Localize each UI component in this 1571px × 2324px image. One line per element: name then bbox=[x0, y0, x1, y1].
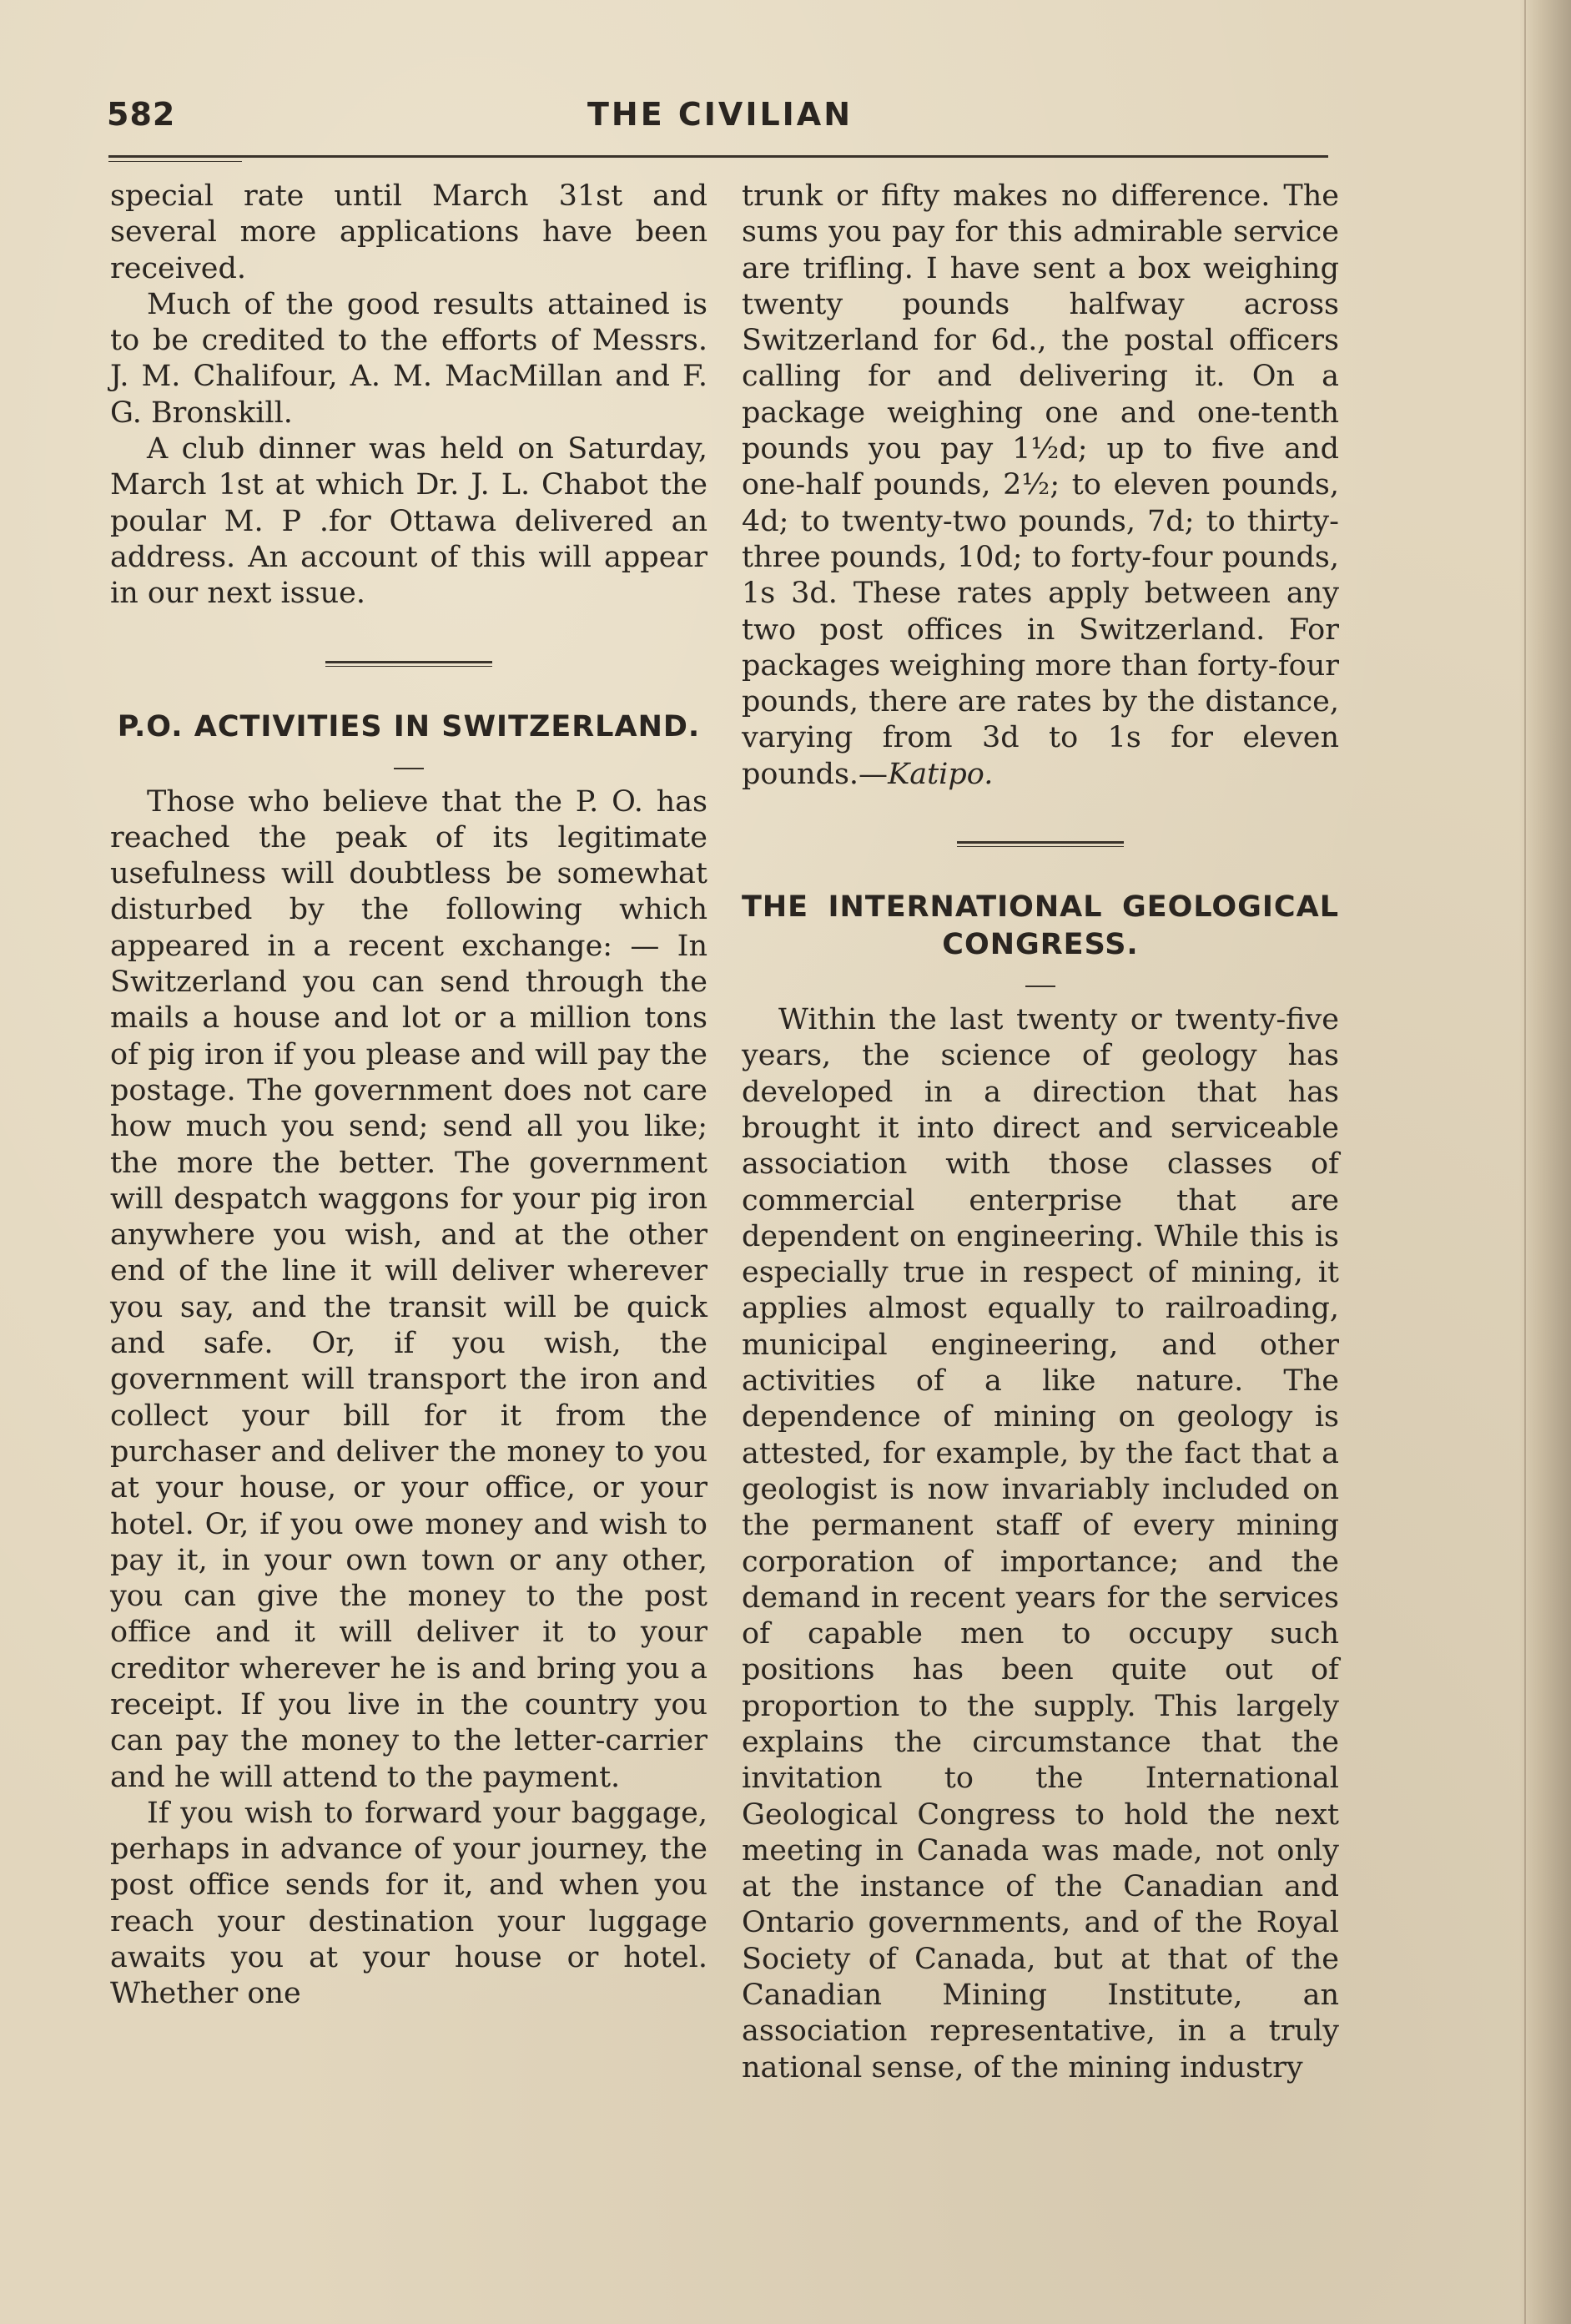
article-paragraph: Those who believe that the P. O. has reached the peak of its legitimate usefulness will doubtless be somewhat disturbed by the following which appeared in a recent exchange: — In Switzerland you can send through the mails a house and lot or a million tons of pig iron if you please and will pay the postage. The government does not care how much you send; send all you like; the more the better. The government will despatch waggons for your pig iron anywhere you wish, and at the other end of the line it will deliver wherever you say, and the transit will be quick and safe. Or, if you wish, the government will transport the iron and collect your bill for it from the purchaser and deliver the money to you at your house, or your office, or your hotel. Or, if you owe money and wish to pay it, in your own town or any other, you can give the money to the post office and it will deliver it to your creditor wherever he is and bring you a receipt. If you live in the country you can pay the money to the letter-carrier and he will attend to the payment. bbox=[110, 784, 707, 1794]
continued-paragraph bbox=[742, 179, 1339, 793]
article-paragraph: Within the last twenty or twenty-five years, the science of geology has developed in a direction that has brought it into direct and serviceable association with those classes of commercial enterprise that are dependent on engineering. While this is especially true in respect of mining, it applies almost equally to railroading, municipal engineering, and other activities of a like nature. The dependence of mining on geology is attested, for example, by the fact that a geologist is now invariably included on the permanent staff of every mining corporation of importance; and the demand in recent years for the services of capable men to occupy such positions has been quite out of proportion to the supply. This largely explains the circumstance that the invitation to the International Geological Congress to hold the next meeting in Canada was made, not only at the instance of the Canadian and Ontario governments, and of the Royal Society of Canada, but at that of the Canadian Mining Institute, an association representative, in a truly national sense, of the mining industry bbox=[742, 1003, 1339, 2085]
header-rule-accent bbox=[108, 161, 242, 162]
article-title-geology: THE INTERNATIONAL GEOLOGICAL CONGRESS. bbox=[742, 890, 1339, 962]
section-divider bbox=[325, 661, 492, 667]
credit-paragraph: Much of the good results attained is to be credited to the efforts of Messrs. J. M. Chalifour, A. M. MacMillan and F. G. Bronskill. bbox=[110, 287, 707, 430]
page-header bbox=[107, 96, 1333, 146]
article-paragraph: If you wish to forward your baggage, perhaps in advance of your journey, the post office sends for it, and when you reach your destination your luggage awaits you at your house or hotel. Whether one bbox=[110, 1796, 707, 2011]
author-signature: Katipo. bbox=[888, 757, 994, 791]
header-rule bbox=[108, 155, 1328, 158]
continued-text: trunk or fifty makes no difference. The sums you pay for this admirable service are trifling. I have sent a box weighing twenty pounds halfway across Switzerland for 6d., the postal officers calling for and delivering it. On a package weighing one and one-tenth pounds you pay 1½d; up to five and one-half pounds, 2½; to eleven pounds, 4d; to twenty-two pounds, 7d; to thirty-three pounds, 10d; to forty-four pounds, 1s 3d. These rates apply between any two post offices in Switzerland. For packages weighing more than forty-four pounds, there are rates by the distance, varying from 3d to 1s for eleven pounds.— bbox=[742, 179, 1339, 791]
dinner-paragraph: A club dinner was held on Saturday, March 1st at which Dr. J. L. Chabot the poular M. P .for Ottawa delivered an address. An account of this will appear in our next issue. bbox=[110, 432, 707, 611]
page-edge-shadow bbox=[1519, 0, 1571, 2324]
running-title: THE CIVILIAN bbox=[587, 96, 853, 133]
left-column bbox=[110, 179, 707, 2013]
article-title-switzerland: P.O. ACTIVITIES IN SWITZERLAND. bbox=[117, 709, 701, 744]
section-divider bbox=[957, 841, 1124, 847]
page-number: 582 bbox=[107, 96, 176, 133]
continued-paragraph: special rate until March 31st and several more applications have been received. bbox=[110, 179, 707, 285]
right-column bbox=[742, 179, 1339, 2086]
page-edge-line bbox=[1524, 0, 1526, 2324]
